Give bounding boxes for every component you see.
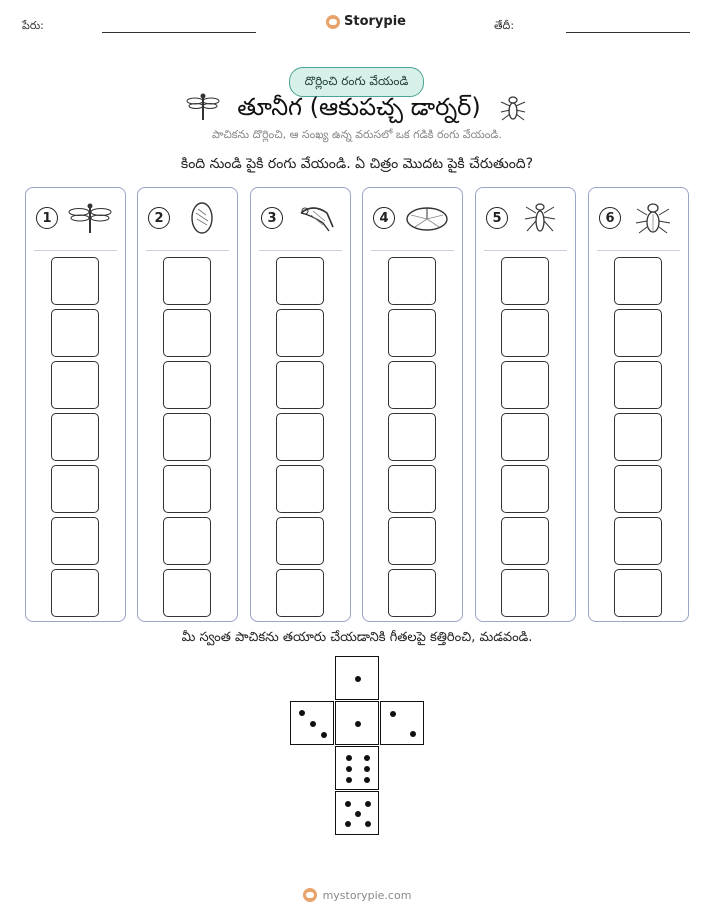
die-face — [290, 701, 334, 745]
column-number: 1 — [36, 207, 58, 229]
color-box[interactable] — [388, 361, 436, 409]
column-1 — [25, 187, 126, 622]
title-nymph-icon — [498, 92, 528, 128]
page-title — [0, 92, 714, 128]
color-box[interactable] — [388, 257, 436, 305]
color-box[interactable] — [51, 257, 99, 305]
title-text: తూనీగ (ఆకుపచ్చ డార్నర్) — [237, 93, 481, 121]
date-line[interactable] — [566, 32, 690, 33]
color-box[interactable] — [276, 309, 324, 357]
column-divider — [146, 250, 229, 251]
color-box[interactable] — [501, 309, 549, 357]
column-number: 4 — [373, 207, 395, 229]
column-header — [251, 188, 350, 248]
color-box[interactable] — [51, 517, 99, 565]
color-box[interactable] — [614, 413, 662, 461]
die-pip — [355, 676, 361, 682]
color-box[interactable] — [51, 465, 99, 513]
column-header — [363, 188, 462, 248]
column-number: 6 — [599, 207, 621, 229]
lily-pad-icon — [405, 201, 449, 235]
name-line[interactable] — [102, 32, 256, 33]
die-face — [335, 701, 379, 745]
die-face — [380, 701, 424, 745]
color-box[interactable] — [501, 517, 549, 565]
die-pip — [310, 721, 316, 727]
die-pip — [364, 777, 370, 783]
column-header — [589, 188, 688, 248]
egg-icon — [180, 201, 224, 235]
color-box[interactable] — [163, 413, 211, 461]
footer-bear-icon — [303, 888, 317, 902]
column-header — [138, 188, 237, 248]
footer-url[interactable]: mystorypie.com — [322, 888, 412, 902]
color-box[interactable] — [276, 361, 324, 409]
die-pip — [355, 721, 361, 727]
color-box[interactable] — [276, 465, 324, 513]
brand-logo — [326, 14, 406, 29]
die-pip — [299, 710, 305, 716]
color-box[interactable] — [388, 517, 436, 565]
emerging-dragonfly-icon — [631, 201, 675, 235]
date-label: తేదీ: — [494, 19, 515, 32]
color-box[interactable] — [276, 257, 324, 305]
color-box[interactable] — [163, 309, 211, 357]
color-box[interactable] — [163, 257, 211, 305]
color-box[interactable] — [388, 309, 436, 357]
column-6 — [588, 187, 689, 622]
die-pip — [346, 777, 352, 783]
nymph-icon — [518, 201, 562, 235]
die-pip — [346, 766, 352, 772]
cut-instruction: మీ స్వంత పాచికను తయారు చేయడానికి గీతలపై కత్తిరించి, మడవండి. — [181, 630, 533, 645]
title-dragonfly-icon — [186, 92, 220, 128]
die-pip — [345, 821, 351, 827]
color-box[interactable] — [614, 569, 662, 617]
color-box[interactable] — [388, 569, 436, 617]
color-box[interactable] — [501, 257, 549, 305]
color-box[interactable] — [51, 309, 99, 357]
column-3 — [250, 187, 351, 622]
dice-net — [290, 656, 424, 836]
brand-name: Storypie — [344, 14, 406, 29]
color-box[interactable] — [501, 361, 549, 409]
die-face — [335, 656, 379, 700]
color-box[interactable] — [501, 413, 549, 461]
color-box[interactable] — [614, 257, 662, 305]
bear-icon — [326, 15, 340, 29]
column-4 — [362, 187, 463, 622]
die-pip — [365, 801, 371, 807]
activity-badge: దొర్లించి రంగు వేయండి — [289, 67, 424, 97]
color-box[interactable] — [614, 309, 662, 357]
die-pip — [345, 801, 351, 807]
column-header — [26, 188, 125, 248]
die-pip — [410, 731, 416, 737]
column-2 — [137, 187, 238, 622]
color-box[interactable] — [163, 569, 211, 617]
color-box[interactable] — [388, 465, 436, 513]
column-number: 2 — [148, 207, 170, 229]
nymph-jaw-icon — [293, 201, 337, 235]
die-pip — [364, 755, 370, 761]
color-box[interactable] — [51, 361, 99, 409]
die-pip — [355, 811, 361, 817]
die-face — [335, 791, 379, 835]
die-pip — [346, 755, 352, 761]
color-box[interactable] — [501, 569, 549, 617]
column-number: 3 — [261, 207, 283, 229]
color-box[interactable] — [163, 361, 211, 409]
column-header — [476, 188, 575, 248]
instruction: కింది నుండి పైకి రంగు వేయండి. ఏ చిత్రం మొదట పైకి చేరుతుంది? — [180, 156, 534, 172]
die-pip — [390, 711, 396, 717]
column-divider — [371, 250, 454, 251]
column-divider — [259, 250, 342, 251]
die-pip — [365, 821, 371, 827]
column-5 — [475, 187, 576, 622]
color-box[interactable] — [614, 361, 662, 409]
column-divider — [484, 250, 567, 251]
column-divider — [34, 250, 117, 251]
color-box[interactable] — [163, 465, 211, 513]
color-box[interactable] — [276, 413, 324, 461]
color-box[interactable] — [51, 569, 99, 617]
name-label: పేరు: — [22, 19, 44, 32]
die-face — [335, 746, 379, 790]
die-pip — [321, 732, 327, 738]
color-box[interactable] — [388, 413, 436, 461]
column-number: 5 — [486, 207, 508, 229]
column-divider — [597, 250, 680, 251]
footer — [0, 888, 714, 902]
subtitle: పాచికను దొర్లించి, ఆ సంఖ్య ఉన్న వరుసలో ఒక గడికి రంగు వేయండి. — [212, 128, 502, 141]
color-box[interactable] — [163, 517, 211, 565]
color-box[interactable] — [501, 465, 549, 513]
color-box[interactable] — [276, 517, 324, 565]
color-box[interactable] — [51, 413, 99, 461]
color-box[interactable] — [276, 569, 324, 617]
color-box[interactable] — [614, 517, 662, 565]
dragonfly-icon — [68, 201, 112, 235]
die-pip — [364, 766, 370, 772]
color-box[interactable] — [614, 465, 662, 513]
